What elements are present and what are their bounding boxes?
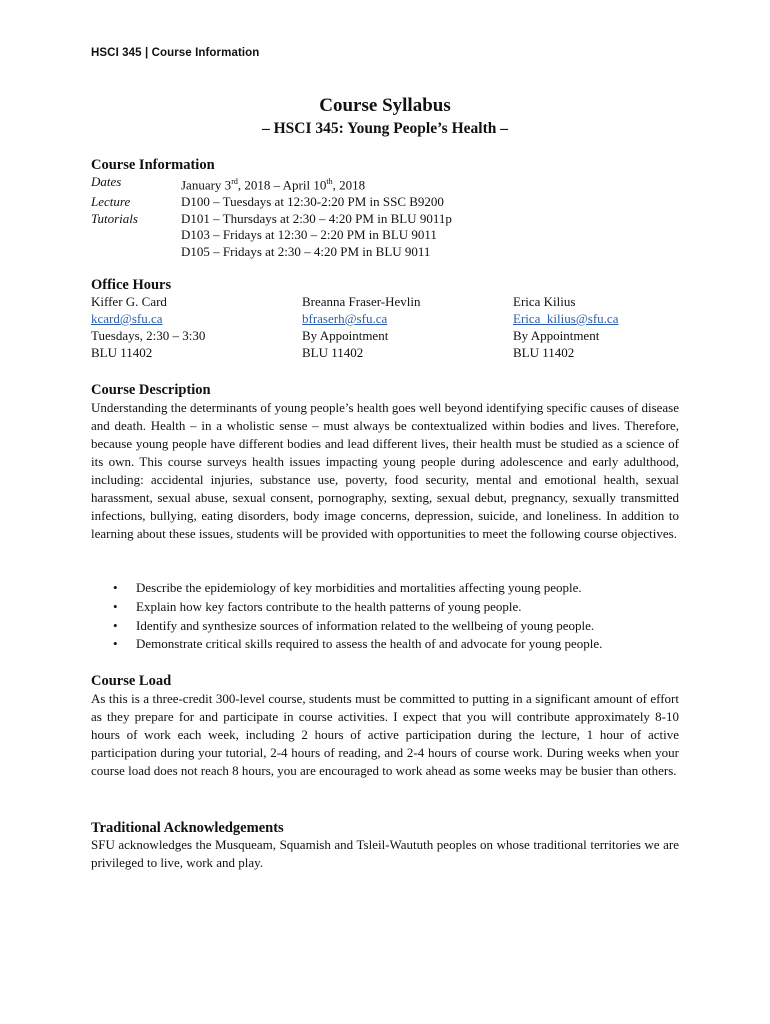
- ta-room: BLU 11402: [513, 345, 575, 360]
- instructor-room: BLU 11402: [91, 345, 153, 360]
- acknowledgements-heading: Traditional Acknowledgements: [91, 820, 284, 836]
- ta-card: [513, 293, 679, 361]
- ta-name: Erica Kilius: [513, 294, 576, 309]
- course-info-heading: Course Information: [91, 157, 215, 173]
- objectives-list: [91, 579, 679, 654]
- info-label: Lecture: [91, 193, 131, 209]
- info-row-tutorials: [91, 211, 452, 228]
- list-item: • Describe the epidemiology of key morbidities and mortalities affecting young people.: [91, 579, 679, 598]
- info-label: Dates: [91, 174, 122, 189]
- page-header: HSCI 345 | Course Information: [91, 47, 260, 59]
- acknowledgements-text: SFU acknowledges the Musqueam, Squamish and Tsleil-Waututh peoples on whose traditional territories we are privileged to live, work and play.: [91, 837, 679, 870]
- course-load-text: As this is a three-credit 300-level course, students must be committed to putting in a significant amount of effort as they prepare for and participate in course activities. I expect that you will contribute approximately 8-10 hours of work each week, including 2 hours of active participation during the lecture, 1 hour of active participation during your tutorial, 2-4 hours of reading, and 2-4 hours of course work. During weeks when your course load does not reach 8 hours, you are encouraged to work ahead as some weeks may be busier than others.: [91, 691, 679, 778]
- info-value: January 3rd, 2018 – April 10th, 2018: [181, 177, 366, 193]
- ta-room: BLU 11402: [302, 345, 364, 360]
- info-row-tutorial-d105: [91, 244, 452, 261]
- ta-email-link[interactable]: bfraserh@sfu.ca: [302, 311, 388, 326]
- info-row-tutorial-d103: [91, 227, 452, 244]
- office-hours-heading: Office Hours: [91, 277, 172, 293]
- ta-name: Breanna Fraser-Hevlin: [302, 294, 421, 309]
- course-load-heading: Course Load: [91, 673, 172, 689]
- course-description-heading: Course Description: [91, 382, 211, 398]
- info-label: [91, 227, 181, 244]
- list-item: • Identify and synthesize sources of information related to the wellbeing of young people.: [91, 617, 679, 636]
- instructor-email-link[interactable]: kcard@sfu.ca: [91, 311, 163, 326]
- ta-hours: By Appointment: [302, 328, 389, 343]
- info-value: D103 – Fridays at 12:30 – 2:20 PM in BLU 9011: [181, 227, 437, 243]
- instructor-hours: Tuesdays, 2:30 – 3:30: [91, 328, 206, 343]
- course-info-table: [91, 174, 452, 260]
- info-row-lecture: [91, 194, 452, 211]
- list-item: • Demonstrate critical skills required to assess the health of and advocate for young people.: [91, 635, 679, 654]
- info-value: D101 – Thursdays at 2:30 – 4:20 PM in BLU 9011p: [181, 210, 452, 226]
- office-hours-grid: [91, 293, 679, 361]
- course-description-text: Understanding the determinants of young people’s health goes well beyond identifying specific causes of disease and death. Health – in a wholistic sense – must always be contextualized within bodies and lives. Therefore, because young people have different bodies and lead different lives, their health must be studied as a science of its own. This course surveys health issues impacting young people during adolescence and early adulthood, including: accidental injuries, substance use, poverty, food security, mental and emotional health, sexual harassment, sexual abuse, sexual consent, pornography, sexting, sexual debut, pregnancy, sexually transmitted infections, bullying, eating disorders, body image concerns, depression, suicide, and loneliness. In addition to learning about these issues, students will be provided with opportunities to meet the following course objectives.: [91, 400, 679, 541]
- document-subtitle: – HSCI 345: Young People’s Health –: [261, 120, 508, 137]
- title-block: [91, 94, 679, 140]
- info-value: D100 – Tuesdays at 12:30-2:20 PM in SSC B9200: [181, 193, 444, 209]
- ta-card: [302, 293, 513, 361]
- document-title: Course Syllabus: [319, 95, 451, 116]
- instructor-name: Kiffer G. Card: [91, 294, 167, 309]
- info-value: D105 – Fridays at 2:30 – 4:20 PM in BLU 9011: [181, 243, 431, 259]
- info-label: [91, 244, 181, 261]
- info-row-dates: [91, 174, 452, 194]
- instructor-card: [91, 293, 302, 361]
- ta-email-link[interactable]: Erica_kilius@sfu.ca: [513, 311, 619, 326]
- list-item: • Explain how key factors contribute to the health patterns of young people.: [91, 598, 679, 617]
- ta-hours: By Appointment: [513, 328, 600, 343]
- info-label: Tutorials: [91, 210, 138, 226]
